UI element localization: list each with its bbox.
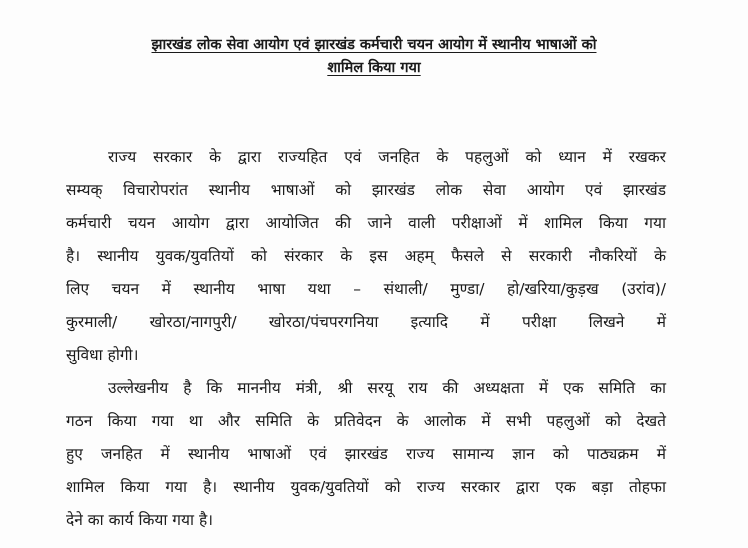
paragraph-1-line-6: कुरमाली/ खोरठा/नागपुरी/ खोरठा/पंचपरगनिया इत्यादि में परीक्षा लिखने में <box>66 313 666 331</box>
paragraph-2-line-3: हुए जनहित में स्थानीय भाषाओं एवं झारखंड राज्य सामान्य ज्ञान को पाठ्यक्रम में <box>66 445 666 463</box>
paragraph-2-line-2: गठन किया गया था और समिति के प्रतिवेदन के आलोक में सभी पहलुओं को देखते <box>66 412 666 430</box>
paragraph-1-line-1: राज्य सरकार के द्वारा राज्यहित एवं जनहित के पहलुओं को ध्यान में रखकर <box>108 148 666 166</box>
paragraph-2-line-5: देने का कार्य किया गया है। <box>66 511 214 529</box>
paragraph-1-line-5: लिए चयन में स्थानीय भाषा यथा – संथाली/ मुण्डा/ हो/खरिया/कुड़ख (उरांव)/ <box>66 280 666 298</box>
document-title-line-2: शामिल किया गया <box>327 60 421 76</box>
paragraph-1-line-7: सुविधा होगी। <box>66 346 139 364</box>
paragraph-1-line-4: है। स्थानीय युवक/युवतियों को संरकार के इस अहम् फैसले से सरकारी नौकरियों के <box>66 247 666 265</box>
paragraph-1-line-3: कर्मचारी चयन आयोग द्वारा आयोजित की जाने वाली परीक्षाओं में शामिल किया गया <box>66 214 666 232</box>
paragraph-1-line-2: सम्यक् विचारोपरांत स्थानीय भाषाओं को झारखंड लोक सेवा आयोग एवं झारखंड <box>66 181 666 199</box>
paragraph-2-line-4: शामिल किया गया है। स्थानीय युवक/युवतियों को राज्य सरकार द्वारा एक बड़ा तोहफा <box>66 478 666 496</box>
paragraph-2-line-1: उल्लेखनीय है कि माननीय मंत्री, श्री सरयू राय की अध्यक्षता में एक समिति का <box>108 379 666 397</box>
document-title-line-1: झारखंड लोक सेवा आयोग एवं झारखंड कर्मचारी चयन आयोग में स्थानीय भाषाओं को <box>151 37 597 53</box>
